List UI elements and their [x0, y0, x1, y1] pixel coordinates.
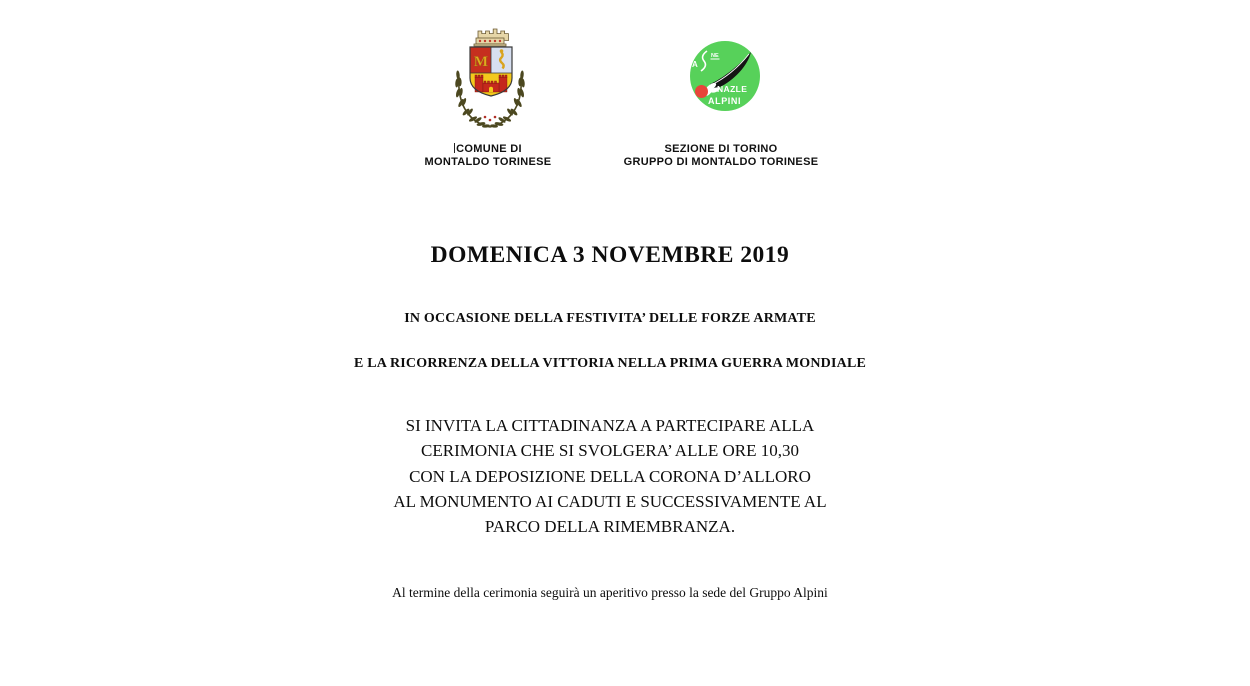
- subtitle-line-1: IN OCCASIONE DELLA FESTIVITA’ DELLE FORZE ARMATE: [404, 311, 816, 326]
- body-line: CON LA DEPOSIZIONE DELLA CORONA D’ALLORO: [409, 466, 811, 486]
- caption-comune-line2: MONTALDO TORINESE: [424, 155, 552, 168]
- subtitle-line-2: E LA RICORRENZA DELLA VITTORIA NELLA PRIMA GUERRA MONDIALE: [353, 356, 867, 371]
- badge-text-ne: NE: [711, 53, 719, 59]
- body-line: SI INVITA LA CITTADINANZA A PARTECIPARE ALLA: [405, 416, 815, 435]
- caption-comune: [388, 143, 588, 168]
- ana-alpini-badge-icon: [686, 38, 764, 116]
- invitation-paragraph: [0, 413, 1220, 539]
- caption-comune-line1: COMUNE DI: [456, 143, 522, 155]
- footer-note: Al termine della cerimonia seguirà un aperitivo presso la sede del Gruppo Alpini: [392, 585, 828, 600]
- svg-text:M: M: [473, 54, 489, 70]
- comune-coat-of-arms-icon: [445, 25, 535, 135]
- caption-alpini-line1: SEZIONE DI TORINO: [664, 143, 778, 155]
- badge-text-alpini: ALPINI: [708, 96, 742, 106]
- body-line: CERIMONIA CHE SI SVOLGERA’ ALLE ORE 10,30: [421, 441, 799, 461]
- badge-text-nazle: NAZLE: [717, 84, 748, 94]
- badge-text-a: A: [692, 60, 698, 69]
- body-line: AL MONUMENTO AI CADUTI E SUCCESSIVAMENTE AL: [393, 491, 827, 511]
- page-title: DOMENICA 3 NOVEMBRE 2019: [430, 242, 790, 268]
- caption-alpini-group: [596, 143, 846, 168]
- body-line: PARCO DELLA RIMEMBRANZA.: [484, 517, 736, 537]
- caption-alpini-line2: GRUPPO DI MONTALDO TORINESE: [623, 155, 819, 168]
